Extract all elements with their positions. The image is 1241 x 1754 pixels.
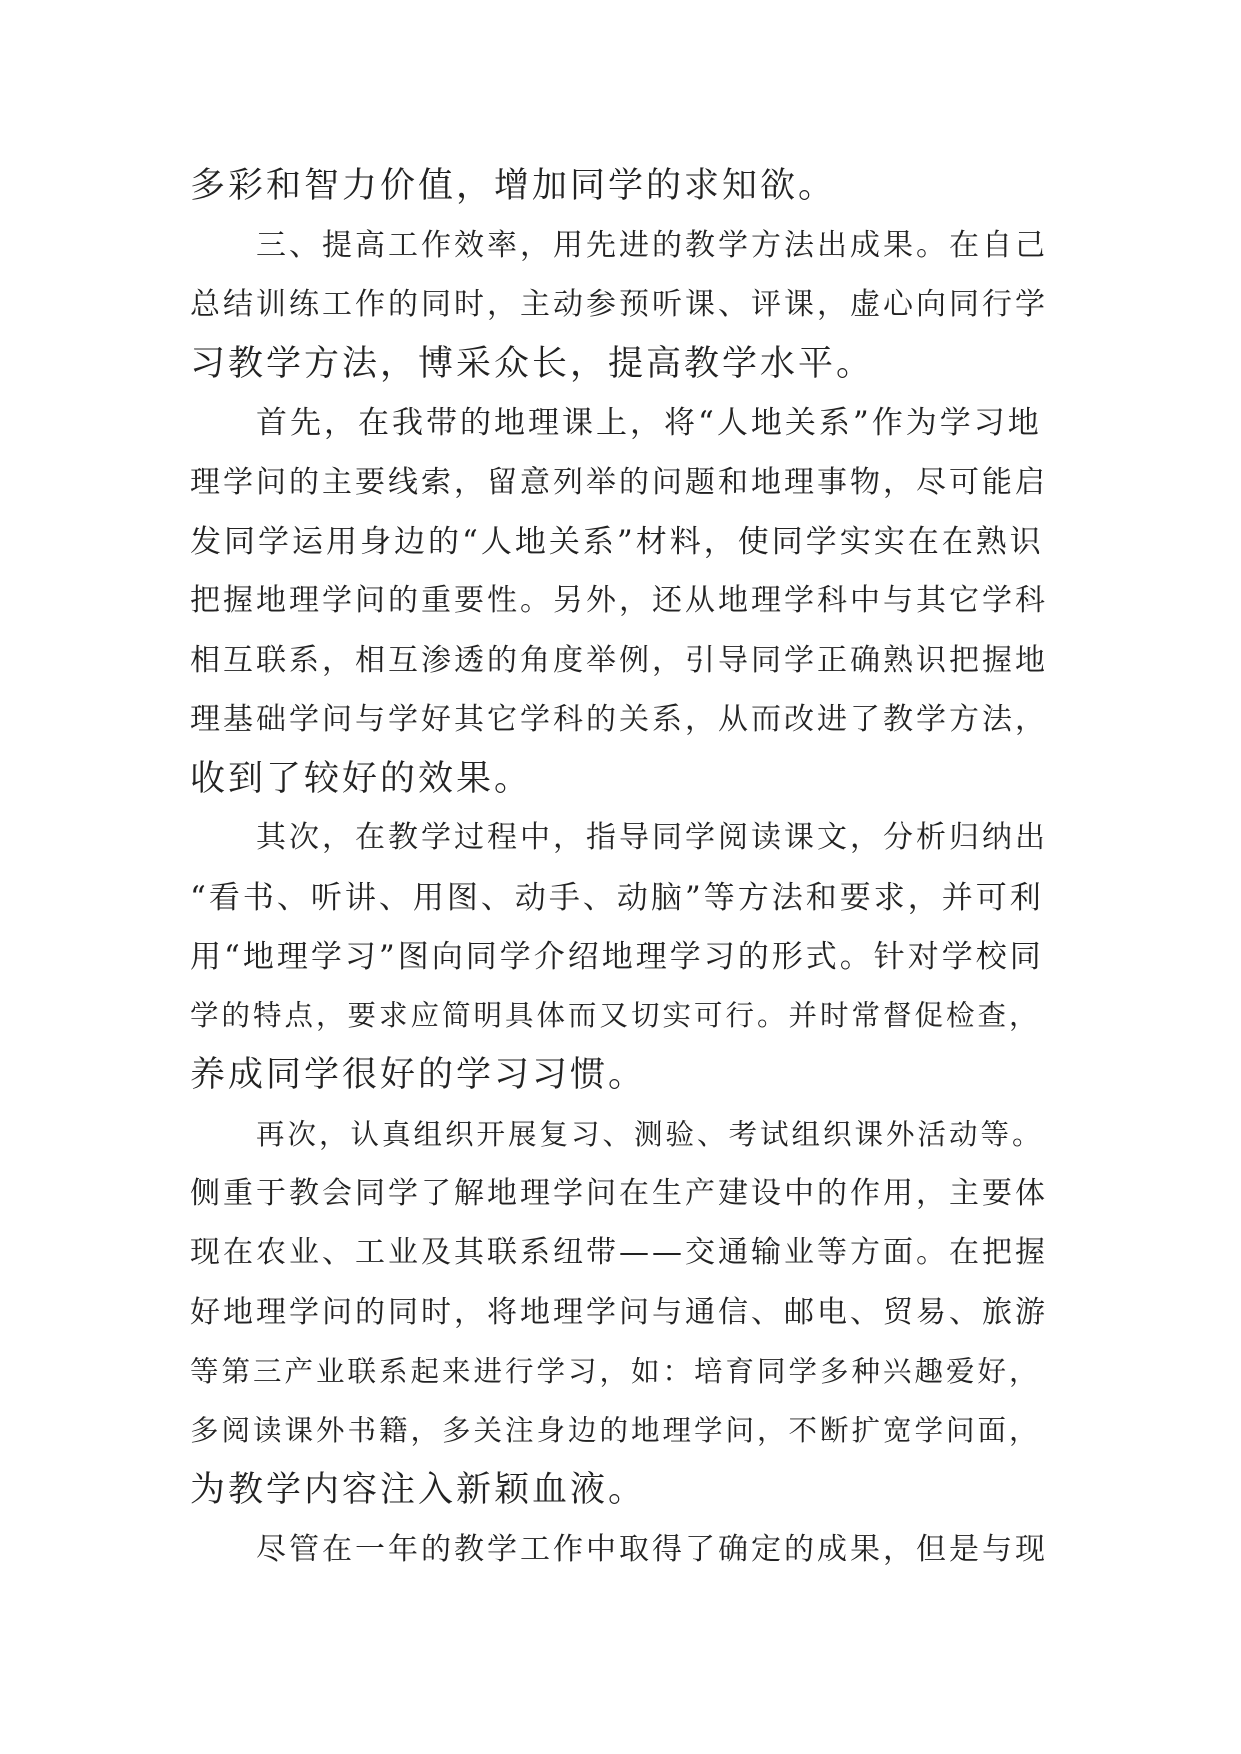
text-line: 其次，在教学过程中，指导同学阅读课文，分析归纳出 [256, 820, 1048, 855]
text-line: 多彩和智力价值，增加同学的求知欲。 [190, 166, 837, 206]
text-line: 尽管在一年的教学工作中取得了确定的成果，但是与现 [256, 1532, 1048, 1567]
text-line: 等第三产业联系起来进行学习，如：培育同学多种兴趣爱好， [190, 1355, 1041, 1388]
text-line: 侧重于教会同学了解地理学问在生产建设中的作用，主要体 [190, 1176, 1048, 1211]
text-line: 把握地理学问的重要性。另外，还从地理学科中与其它学科 [190, 583, 1048, 618]
text-line: 理基础学问与学好其它学科的关系，从而改进了教学方法， [190, 702, 1048, 737]
text-line: 再次，认真组织开展复习、测验、考试组织课外活动等。 [256, 1118, 1044, 1151]
text-line: 首先，在我带的地理课上，将“人地关系”作为学习地 [256, 405, 1042, 441]
text-line: 多阅读课外书籍，多关注身边的地理学问，不断扩宽学问面， [190, 1414, 1041, 1447]
text-line: 习教学方法，博采众长，提高教学水平。 [190, 344, 875, 384]
text-line: 养成同学很好的学习习惯。 [190, 1055, 647, 1095]
text-line: 总结训练工作的同时，主动参预听课、评课，虚心向同行学 [190, 287, 1048, 322]
text-line: “看书、听讲、用图、动手、动脑”等方法和要求，并可利 [190, 880, 1044, 916]
text-line: 为教学内容注入新颖血液。 [190, 1470, 647, 1510]
text-line: 用“地理学习”图向同学介绍地理学习的形式。针对学校同 [190, 939, 1044, 975]
text-line: 理学问的主要线索，留意列举的问题和地理事物，尽可能启 [190, 465, 1048, 500]
text-line: 三、提高工作效率，用先进的教学方法出成果。在自己 [256, 228, 1048, 263]
text-line: 发同学运用身边的“人地关系”材料，使同学实实在在熟识 [190, 524, 1044, 560]
text-line: 现在农业、工业及其联系纽带——交通输业等方面。在把握 [190, 1235, 1048, 1270]
text-line: 收到了较好的效果。 [190, 759, 533, 799]
text-line: 学的特点，要求应简明具体而又切实可行。并时常督促检查， [190, 999, 1041, 1032]
text-line: 好地理学问的同时，将地理学问与通信、邮电、贸易、旅游 [190, 1295, 1048, 1330]
text-line: 相互联系，相互渗透的角度举例，引导同学正确熟识把握地 [190, 643, 1048, 678]
